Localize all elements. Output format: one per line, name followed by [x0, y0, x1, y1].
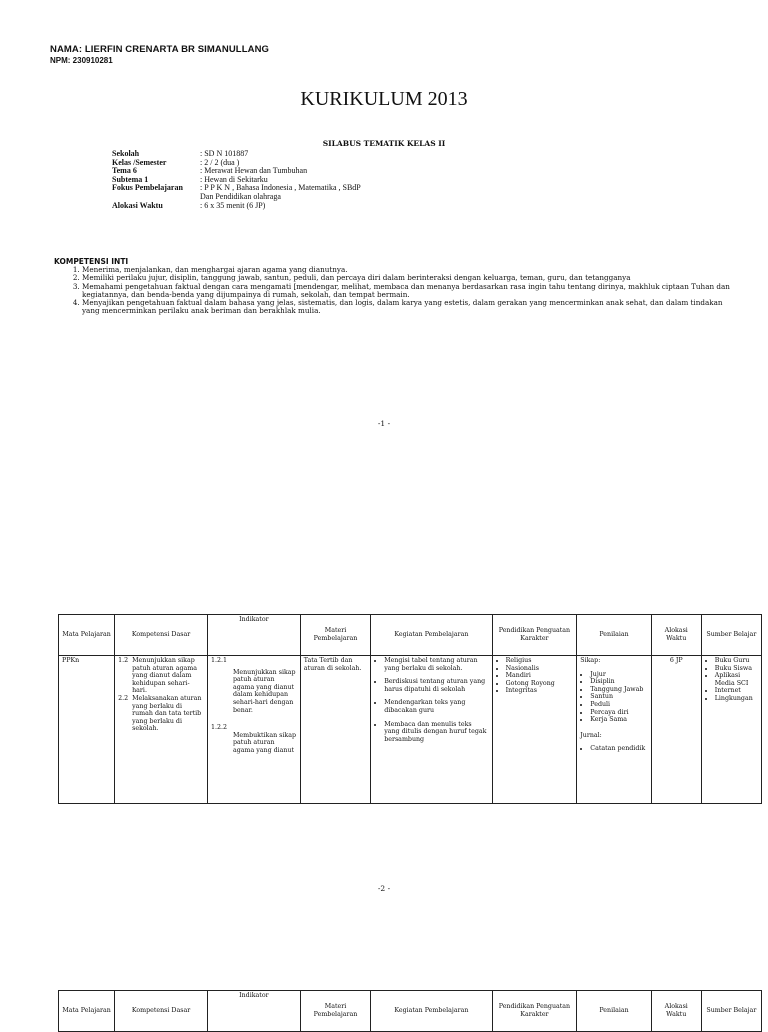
kegiatan-item: • Mengisi tabel tentang aturan yang berlaku di sekolah.	[384, 657, 488, 672]
cell-karakter	[492, 656, 577, 804]
header-materi: Materi Pembelajaran	[300, 615, 370, 656]
cell-indikator	[207, 656, 300, 804]
header-alokasi: Alokasi Waktu	[651, 615, 701, 656]
header-sumber: Sumber Belajar	[701, 615, 761, 656]
karakter-item: • Gotong Royong	[506, 680, 574, 688]
penilaian-jurnal-label: Jurnal:	[580, 731, 602, 739]
document-subtitle: SILABUS TEMATIK KELAS II	[322, 139, 446, 148]
cell-sumber	[701, 656, 761, 804]
meta-value: Dan Pendidikan olahraga	[200, 191, 281, 201]
header-karakter: Pendidikan Penguatan Karakter	[492, 991, 577, 1032]
sikap-item: • Kerja Sama	[590, 716, 647, 724]
meta-key: Alokasi Waktu	[112, 200, 163, 210]
meta-key: Fokus Pembelajaran	[112, 183, 183, 193]
sumber-item: • Internet	[715, 687, 758, 695]
sumber-item: • Lingkungan	[715, 695, 758, 703]
table-header-row	[59, 991, 762, 1032]
cell-mapel: PPKn	[59, 656, 115, 804]
header-karakter: Pendidikan Penguatan Karakter	[492, 615, 577, 656]
sikap-item: • Jujur	[590, 671, 647, 679]
kd-number: 2.2	[118, 694, 129, 702]
sumber-item: • Buku Guru	[715, 657, 758, 665]
student-npm: NPM: 230910281	[50, 56, 113, 65]
header-penilaian: Penilaian	[577, 991, 651, 1032]
header-kegiatan: Kegiatan Pembelajaran	[371, 615, 492, 656]
kompetensi-item: 4. Menyajikan pengetahuan faktual dalam bahasa yang jelas, sistematis, dan logis, dalam karya yang estetis, dalam gerakan yang mencerminkan anak sehat, dan dalam tindakan yang mencerminkan perilaku anak beriman dan berakhlak mulia.	[82, 299, 742, 316]
identity-block	[112, 150, 361, 210]
indikator-item	[211, 724, 297, 754]
sikap-item: • Disiplin	[590, 678, 647, 686]
indikator-number: 1.2.2	[210, 724, 227, 732]
header-mata-pelajaran: Mata Pelajaran	[59, 615, 115, 656]
karakter-item: • Nasionalis	[506, 665, 574, 673]
page-number: -1 -	[377, 419, 391, 428]
table-row	[59, 656, 762, 804]
kompetensi-inti-title: KOMPETENSI INTI	[54, 257, 129, 266]
meta-value: : P P K N , Bahasa Indonesia , Matematika , SBdP	[200, 183, 361, 193]
kompetensi-item: 3. Memahami pengetahuan faktual dengan cara mengamati [mendengar, melihat, membaca dan menanya berdasarkan rasa ingin tahu tentang dirinya, makhluk ciptaan Tuhan dan kegiatannya, dan benda-benda yang dijumpainya di rumah, sekolah, dan tempat bermain.	[82, 283, 742, 300]
kegiatan-item: • Berdiskusi tentang aturan yang harus dipatuhi di sekolah	[384, 678, 488, 693]
cell-kd	[115, 656, 208, 804]
kegiatan-item: • Membaca dan menulis teks yang ditulis dengan huruf tegak bersambung	[384, 721, 488, 744]
cell-penilaian	[577, 656, 651, 804]
document-title: KURIKULUM 2013	[300, 88, 468, 110]
cell-materi: Tata Tertib dan aturan di sekolah.	[300, 656, 370, 804]
meta-key: Kelas /Semester	[112, 157, 167, 167]
meta-value: : Hewan di Sekitarku	[200, 174, 268, 184]
header-kompetensi-dasar: Kompetensi Dasar	[115, 615, 208, 656]
header-alokasi: Alokasi Waktu	[651, 991, 701, 1032]
meta-value: : 2 / 2 (dua )	[200, 157, 240, 167]
penilaian-sikap-label: Sikap:	[580, 657, 601, 664]
header-mata-pelajaran: Mata Pelajaran	[59, 991, 115, 1032]
sikap-item: • Percaya diri	[590, 709, 647, 717]
header-sumber: Sumber Belajar	[701, 991, 761, 1032]
kegiatan-item: • Mendengarkan teks yang dibacakan guru	[384, 699, 488, 714]
karakter-item: • Mandiri	[506, 672, 574, 680]
kd-item	[118, 657, 204, 695]
indikator-text: Menunjukkan sikap patuh aturan agama yang dianut dalam kehidupan sehari-hari dengan benar.	[232, 668, 296, 714]
meta-value: : Merawat Hewan dan Tumbuhan	[200, 166, 308, 176]
kd-text: Melaksanakan aturan yang berlaku di rumah dan tata tertib yang berlaku di sekolah.	[132, 694, 202, 733]
header-kompetensi-dasar: Kompetensi Dasar	[115, 991, 208, 1032]
syllabus-table	[58, 614, 762, 804]
meta-value: : 6 x 35 menit (6 JP)	[200, 200, 266, 210]
page-number: -2 -	[377, 884, 391, 893]
kd-text: Menunjukkan sikap patuh aturan agama yang dianut dalam kehidupan sehari-hari.	[132, 657, 197, 695]
header-indikator: Indikator	[207, 991, 300, 1032]
meta-row	[112, 202, 361, 211]
meta-value: : SD N 101887	[200, 149, 249, 158]
cell-kegiatan	[371, 656, 492, 804]
kompetensi-item: 2. Memiliki perilaku jujur, disiplin, tanggung jawab, santun, peduli, dan percaya diri dalam berinteraksi dengan keluarga, teman, guru, dan tetangganya	[82, 274, 742, 282]
sumber-item: • Buku Siswa	[715, 665, 758, 673]
meta-key: Sekolah	[112, 149, 140, 158]
indikator-text: Membuktikan sikap patuh aturan agama yang dianut	[232, 731, 297, 754]
karakter-item: • Religius	[506, 657, 574, 665]
sikap-item: • Santun	[590, 693, 647, 701]
indikator-number: 1.2.1	[210, 657, 227, 664]
sumber-item: • Aplikasi Media SCI	[715, 672, 758, 687]
sikap-item: • Peduli	[590, 701, 647, 709]
meta-key: Tema 6	[112, 166, 137, 176]
meta-key: Subtema 1	[112, 174, 149, 184]
table-header-row	[59, 615, 762, 656]
header-kegiatan: Kegiatan Pembelajaran	[371, 991, 492, 1032]
kd-number: 1.2	[118, 657, 129, 664]
header-penilaian: Penilaian	[577, 615, 651, 656]
header-indikator: Indikator	[207, 615, 300, 656]
indikator-item	[211, 657, 297, 714]
jurnal-item: • Catatan pendidik	[590, 745, 647, 753]
karakter-item: • Integritas	[506, 687, 574, 695]
student-name: NAMA: LIERFIN CRENARTA BR SIMANULLANG	[50, 44, 270, 55]
kompetensi-inti-list	[66, 266, 742, 316]
syllabus-table-page2	[58, 990, 762, 1032]
header-materi: Materi Pembelajaran	[300, 991, 370, 1032]
sikap-item: • Tanggung Jawab	[590, 686, 647, 694]
kompetensi-item: 1. Menerima, menjalankan, dan menghargai ajaran agama yang dianutnya.	[82, 266, 742, 274]
cell-alokasi: 6 JP	[651, 656, 701, 804]
kd-item	[118, 695, 204, 733]
